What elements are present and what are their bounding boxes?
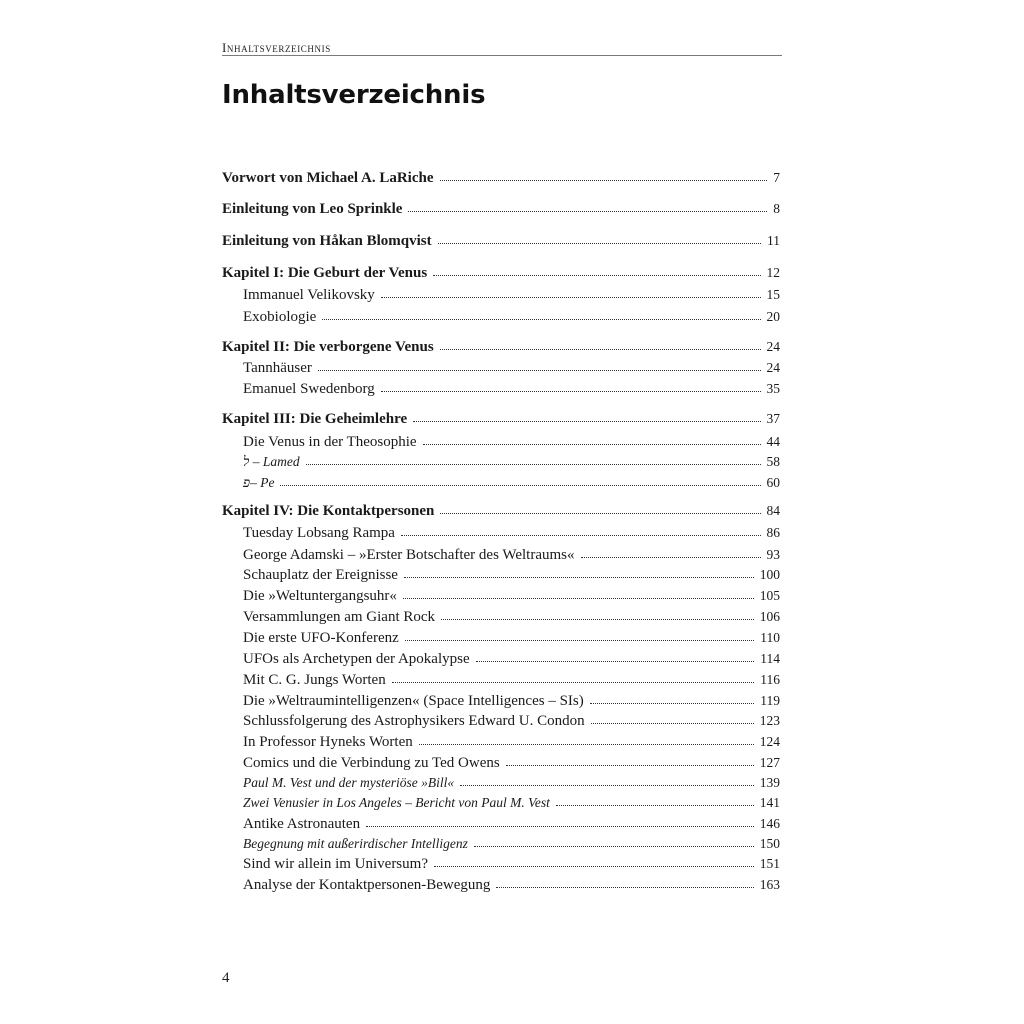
toc-entry-title: Kapitel II: Die verborgene Venus <box>222 339 434 355</box>
toc-section-entry <box>243 834 780 854</box>
toc-chapter-entry <box>222 409 780 429</box>
toc-entry-title: UFOs als Archetypen der Apokalypse <box>243 651 470 667</box>
toc-entry-page: 15 <box>766 287 780 302</box>
toc-entry-title: Einleitung von Håkan Blomqvist <box>222 233 432 249</box>
toc-entry-page: 24 <box>766 339 780 354</box>
toc-section-entry <box>243 793 780 813</box>
dot-leader <box>381 297 761 298</box>
dot-leader <box>401 535 761 536</box>
toc-entry-title: In Professor Hyneks Worten <box>243 734 413 750</box>
dot-leader <box>556 805 754 806</box>
toc-section-entry <box>243 691 780 711</box>
toc-chapter-entry <box>222 501 780 521</box>
toc-section-entry <box>243 607 780 627</box>
toc-entry-title: Immanuel Velikovsky <box>243 287 375 303</box>
toc-section-entry <box>243 379 780 399</box>
dot-leader <box>392 682 755 683</box>
toc-section-entry <box>243 452 780 472</box>
toc-section-entry <box>243 473 780 493</box>
toc-section-entry <box>243 432 780 452</box>
toc-entry-page: 116 <box>760 672 780 687</box>
toc-entry-title: Tannhäuser <box>243 360 312 376</box>
toc-section-entry <box>243 523 780 543</box>
dot-leader <box>419 744 754 745</box>
toc-entry-title: Kapitel III: Die Geheimlehre <box>222 411 408 427</box>
toc-entry-page: 127 <box>759 755 780 770</box>
dot-leader <box>413 421 760 422</box>
toc-chapter-entry <box>222 168 780 188</box>
dot-leader <box>404 577 754 578</box>
toc-entry-page: 20 <box>766 309 780 324</box>
toc-entry-page: 7 <box>773 170 780 185</box>
dot-leader <box>460 785 754 786</box>
toc-entry-page: 60 <box>766 475 780 490</box>
toc-entry-title: Begegnung mit außerirdischer Intelligenz <box>243 836 468 851</box>
dot-leader <box>441 619 754 620</box>
toc-entry-page: 139 <box>759 775 780 790</box>
toc-entry-title: Schauplatz der Ereignisse <box>243 567 398 583</box>
toc-entry-page: 44 <box>766 434 780 449</box>
toc-entry-title: Sind wir allein im Universum? <box>243 856 428 872</box>
toc-section-entry <box>243 307 780 327</box>
dot-leader <box>440 349 761 350</box>
dot-leader <box>405 640 754 641</box>
dot-leader <box>434 866 754 867</box>
header-rule <box>222 55 782 56</box>
toc-entry-title: פ– Pe <box>243 475 275 490</box>
dot-leader <box>322 319 760 320</box>
toc-entry-title: Zwei Venusier in Los Angeles – Bericht von Paul M. Vest <box>243 795 550 810</box>
toc-section-entry <box>243 711 780 731</box>
toc-entry-title: Tuesday Lobsang Rampa <box>243 525 395 541</box>
toc-entry-page: 106 <box>759 609 780 624</box>
toc-section-entry <box>243 773 780 793</box>
dot-leader <box>381 391 761 392</box>
dot-leader <box>591 723 754 724</box>
toc-entry-title: Mit C. G. Jungs Worten <box>243 672 386 688</box>
dot-leader <box>440 180 768 181</box>
dot-leader <box>408 211 767 212</box>
toc-chapter-entry <box>222 231 780 251</box>
dot-leader <box>474 846 754 847</box>
toc-chapter-entry <box>222 263 780 283</box>
toc-entry-title: Vorwort von Michael A. LaRiche <box>222 170 434 186</box>
dot-leader <box>366 826 754 827</box>
toc-section-entry <box>243 854 780 874</box>
dot-leader <box>306 464 761 465</box>
toc-section-entry <box>243 875 780 895</box>
dot-leader <box>423 444 761 445</box>
toc-entry-page: 114 <box>760 651 780 666</box>
toc-section-entry <box>243 814 780 834</box>
toc-entry-page: 8 <box>773 201 780 216</box>
dot-leader <box>318 370 761 371</box>
toc-entry-title: Die erste UFO-Konferenz <box>243 630 399 646</box>
toc-entry-page: 141 <box>759 795 780 810</box>
toc-entry-page: 119 <box>760 693 780 708</box>
dot-leader <box>590 703 754 704</box>
toc-entry-page: 86 <box>766 525 780 540</box>
toc-entry-page: 146 <box>759 816 780 831</box>
toc-entry-page: 124 <box>759 734 780 749</box>
toc-section-entry <box>243 670 780 690</box>
dot-leader <box>440 513 760 514</box>
toc-section-entry <box>243 628 780 648</box>
toc-section-entry <box>243 545 780 565</box>
toc-entry-title: Versammlungen am Giant Rock <box>243 609 436 625</box>
toc-entry-title: Einleitung von Leo Sprinkle <box>222 201 403 217</box>
toc-entry-page: 123 <box>759 713 780 728</box>
toc-section-entry <box>243 586 780 606</box>
toc-chapter-entry <box>222 199 780 219</box>
toc-entry-page: 150 <box>759 836 780 851</box>
toc-entry-title: Exobiologie <box>243 309 317 325</box>
toc-entry-page: 58 <box>766 454 780 469</box>
toc-entry-page: 100 <box>759 567 780 582</box>
toc-entry-title: Kapitel IV: Die Kontaktpersonen <box>222 503 435 519</box>
toc-entry-page: 84 <box>766 503 780 518</box>
toc-entry-title: Die »Weltuntergangsuhr« <box>243 588 397 604</box>
dot-leader <box>280 485 760 486</box>
toc-entry-title: Comics und die Verbindung zu Ted Owens <box>243 755 500 771</box>
toc-entry-title: Paul M. Vest und der mysteriöse »Bill« <box>243 775 455 790</box>
toc-entry-page: 151 <box>759 856 780 871</box>
toc-entry-page: 105 <box>759 588 780 603</box>
running-head: Inhaltsverzeichnis <box>222 40 331 55</box>
toc-entry-page: 37 <box>766 411 780 426</box>
toc-entry-page: 12 <box>766 265 780 280</box>
toc-entry-page: 24 <box>766 360 780 375</box>
dot-leader <box>476 661 755 662</box>
dot-leader <box>496 887 753 888</box>
toc-entry-title: Schlussfolgerung des Astrophysikers Edward U. Condon <box>243 713 585 729</box>
toc-section-entry <box>243 358 780 378</box>
toc-chapter-entry <box>222 337 780 357</box>
dot-leader <box>438 243 761 244</box>
toc-section-entry <box>243 753 780 773</box>
dot-leader <box>403 598 754 599</box>
toc-entry-page: 11 <box>767 233 780 248</box>
dot-leader <box>433 275 760 276</box>
toc-entry-title: Emanuel Swedenborg <box>243 381 375 397</box>
toc-entry-title: Die Venus in der Theosophie <box>243 434 417 450</box>
toc-entry-page: 110 <box>760 630 780 645</box>
dot-leader <box>506 765 754 766</box>
toc-entry-title: George Adamski – »Erster Botschafter des Weltraums« <box>243 547 575 563</box>
page-number: 4 <box>222 970 230 986</box>
toc-section-entry <box>243 649 780 669</box>
toc-entry-page: 93 <box>766 547 780 562</box>
toc-entry-title: Die »Weltraumintelligenzen« (Space Intelligences – SIs) <box>243 693 584 709</box>
dot-leader <box>581 557 761 558</box>
toc-entry-page: 163 <box>759 877 780 892</box>
page-title: Inhaltsverzeichnis <box>222 80 486 110</box>
toc-section-entry <box>243 285 780 305</box>
toc-entry-page: 35 <box>766 381 780 396</box>
toc-entry-title: Antike Astronauten <box>243 816 361 832</box>
toc-entry-title: Analyse der Kontaktpersonen-Bewegung <box>243 877 491 893</box>
toc-entry-title: ל – Lamed <box>243 454 300 469</box>
toc-section-entry <box>243 732 780 752</box>
toc-section-entry <box>243 565 780 585</box>
toc-entry-title: Kapitel I: Die Geburt der Venus <box>222 265 428 281</box>
